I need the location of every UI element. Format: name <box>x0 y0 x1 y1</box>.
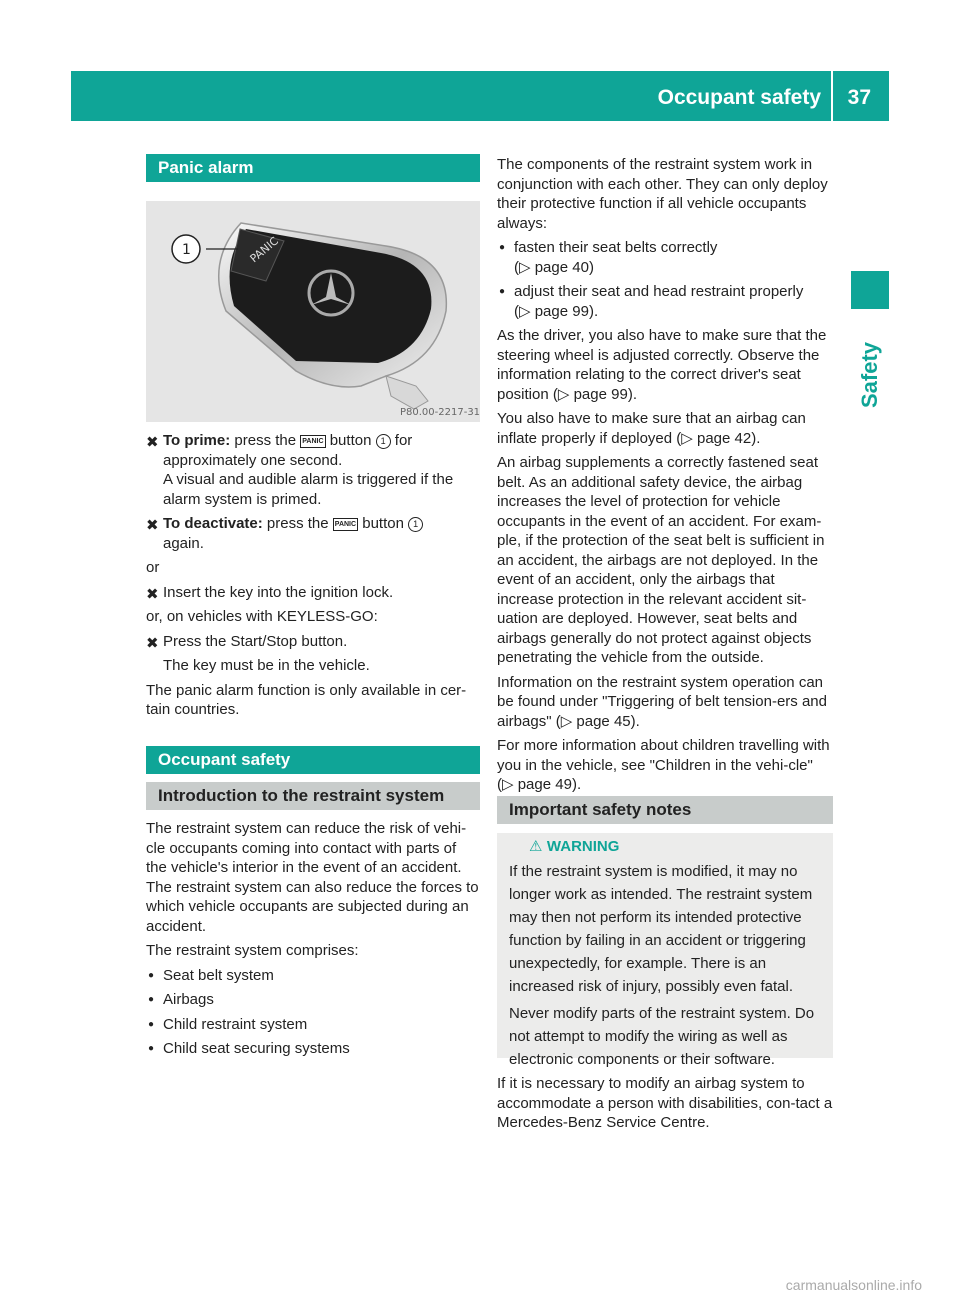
intro-paragraph: The restraint system can reduce the risk of vehi-cle occupants coming into contact with parts of the vehicle's interior in the event of an accident. The restraint system can also reduce the forces to which vehicle occupants are subjected during an accident. <box>146 820 479 935</box>
step-arrow-icon: ✖ <box>146 585 159 603</box>
page-ref-arrow-icon: ▷ <box>557 385 570 403</box>
list-item: ● Seat belt system <box>146 966 480 986</box>
keyless-go-text: or, on vehicles with KEYLESS-GO: <box>146 608 378 625</box>
or-text: or <box>146 559 160 576</box>
page-reference-link[interactable]: page 49 <box>517 776 572 793</box>
page-ref-arrow-icon: ▷ <box>681 429 693 447</box>
panic-key-label: PANIC <box>247 234 281 266</box>
section-tab-marker <box>851 271 889 309</box>
panic-alarm-instructions <box>146 431 480 725</box>
step-prime: ✖ To prime: press the PANIC button 1 for approximately one second. A visual and audible alarm is triggered if the alarm system is primed. <box>146 432 454 508</box>
safety-notes-heading: Important safety notes <box>497 796 833 824</box>
key-inside-note: The key must be in the vehicle. <box>163 657 370 674</box>
page-reference-link[interactable]: page 40 <box>534 258 589 276</box>
key-fob-illustration <box>146 201 480 422</box>
availability-note: The panic alarm function is only available in cer-tain countries. <box>146 681 467 718</box>
page-ref-arrow-icon: ▷ <box>502 776 514 793</box>
page-ref-arrow-icon: ▷ <box>519 302 531 320</box>
callout-1: 1 <box>182 242 191 258</box>
disabilities-text <box>497 1074 833 1138</box>
paragraph: An airbag supplements a correctly fastened seat belt. As an additional safety device, the airbag increases the level of protection for vehicle occupants in the event of an accident. For exam-ple, if the protection of the seat belt is sufficient in an accident, the airbags are not deployed. In the event of an accident, only the airbags that increase protection in the relevant accident sit-uation are deployed. However, seat belts and airbags generally do not protect against objects penetrating the vehicle from the outside. <box>497 454 825 666</box>
panic-alarm-heading: Panic alarm <box>146 154 480 182</box>
list-item: ● adjust their seat and head restraint properly (▷ page 99). <box>497 282 833 321</box>
callout-1-icon: 1 <box>376 434 391 449</box>
warning-triangle-icon: ⚠ <box>529 838 543 855</box>
warning-title: WARNING <box>546 838 620 855</box>
header-divider <box>831 71 833 121</box>
step-deactivate: ✖ To deactivate: press the PANIC button 1 again. <box>146 514 480 553</box>
page-ref-arrow-icon: ▷ <box>519 258 531 276</box>
panic-button-icon: PANIC <box>300 435 325 448</box>
header-title: Occupant safety <box>657 86 821 109</box>
paragraph: The components of the restraint system work in conjunction with each other. They can only deploy their protective function if all vehicle occupants always: <box>497 156 828 232</box>
step-arrow-icon: ✖ <box>146 517 159 534</box>
list-item: ● Child restraint system <box>146 1015 480 1035</box>
warning-header <box>509 837 829 856</box>
paragraph: For more information about children travelling with you in the vehicle, see "Children in the vehi-cle" (▷ page 49). <box>497 737 830 793</box>
paragraph: Information on the restraint system operation can be found under "Triggering of belt tension-ers and airbags" (▷ page 45). <box>497 673 827 730</box>
restraint-intro-heading: Introduction to the restraint system <box>146 782 480 810</box>
list-item: ● Airbags <box>146 990 480 1010</box>
step-arrow-icon: ✖ <box>146 434 159 451</box>
warning-box <box>497 833 833 1068</box>
page-reference-link[interactable]: page 42 <box>697 429 752 447</box>
panic-button-icon: PANIC <box>333 518 358 531</box>
paragraph: You also have to make sure that an airbag can inflate properly if deployed (▷ page 42). <box>497 410 806 447</box>
key-fob-image <box>146 201 480 422</box>
page-reference-link[interactable]: page 99 <box>534 302 589 320</box>
page-reference-link[interactable]: page 45 <box>576 712 631 730</box>
image-code: P80.00-2217-31 <box>400 407 480 418</box>
page-header <box>71 71 889 121</box>
list-item: ● Child seat securing systems <box>146 1039 480 1059</box>
paragraph: As the driver, you also have to make sure that the steering wheel is adjusted correctly. Observe the information relating to the correct driver's seat position (▷ page 99). <box>497 327 827 403</box>
step-press-start: ✖ Press the Start/Stop button. <box>146 632 348 652</box>
warning-text: If the restraint system is modified, it may no longer work as intended. The restraint system may then not perform its intended protective function by failing in an accident or triggering unexpectedly, for example. There is an increased risk of injury, possibly even fatal. <box>509 863 813 995</box>
watermark: carmanualsonline.info <box>785 1277 922 1293</box>
section-side-label: Safety <box>857 341 882 408</box>
restraint-body-text <box>497 155 833 800</box>
page-number: 37 <box>847 86 871 109</box>
warning-text: Never modify parts of the restraint system. Do not attempt to modify the wiring as well as electronic components or their software. <box>509 1005 815 1068</box>
step-arrow-icon: ✖ <box>146 634 159 652</box>
restraint-intro-text <box>146 819 480 1064</box>
paragraph: If it is necessary to modify an airbag system to accommodate a person with disabilities, con-tact a Mercedes-Benz Service Centre. <box>497 1075 833 1131</box>
callout-1-icon: 1 <box>408 517 423 532</box>
page-ref-arrow-icon: ▷ <box>560 712 573 730</box>
step-insert-key: ✖ Insert the key into the ignition lock. <box>146 583 394 603</box>
occupant-safety-heading: Occupant safety <box>146 746 480 774</box>
list-item: ● fasten their seat belts correctly (▷ page 40) <box>497 238 833 277</box>
comprises-text: The restraint system comprises: <box>146 942 359 959</box>
page-reference-link[interactable]: page 99 <box>573 385 628 403</box>
